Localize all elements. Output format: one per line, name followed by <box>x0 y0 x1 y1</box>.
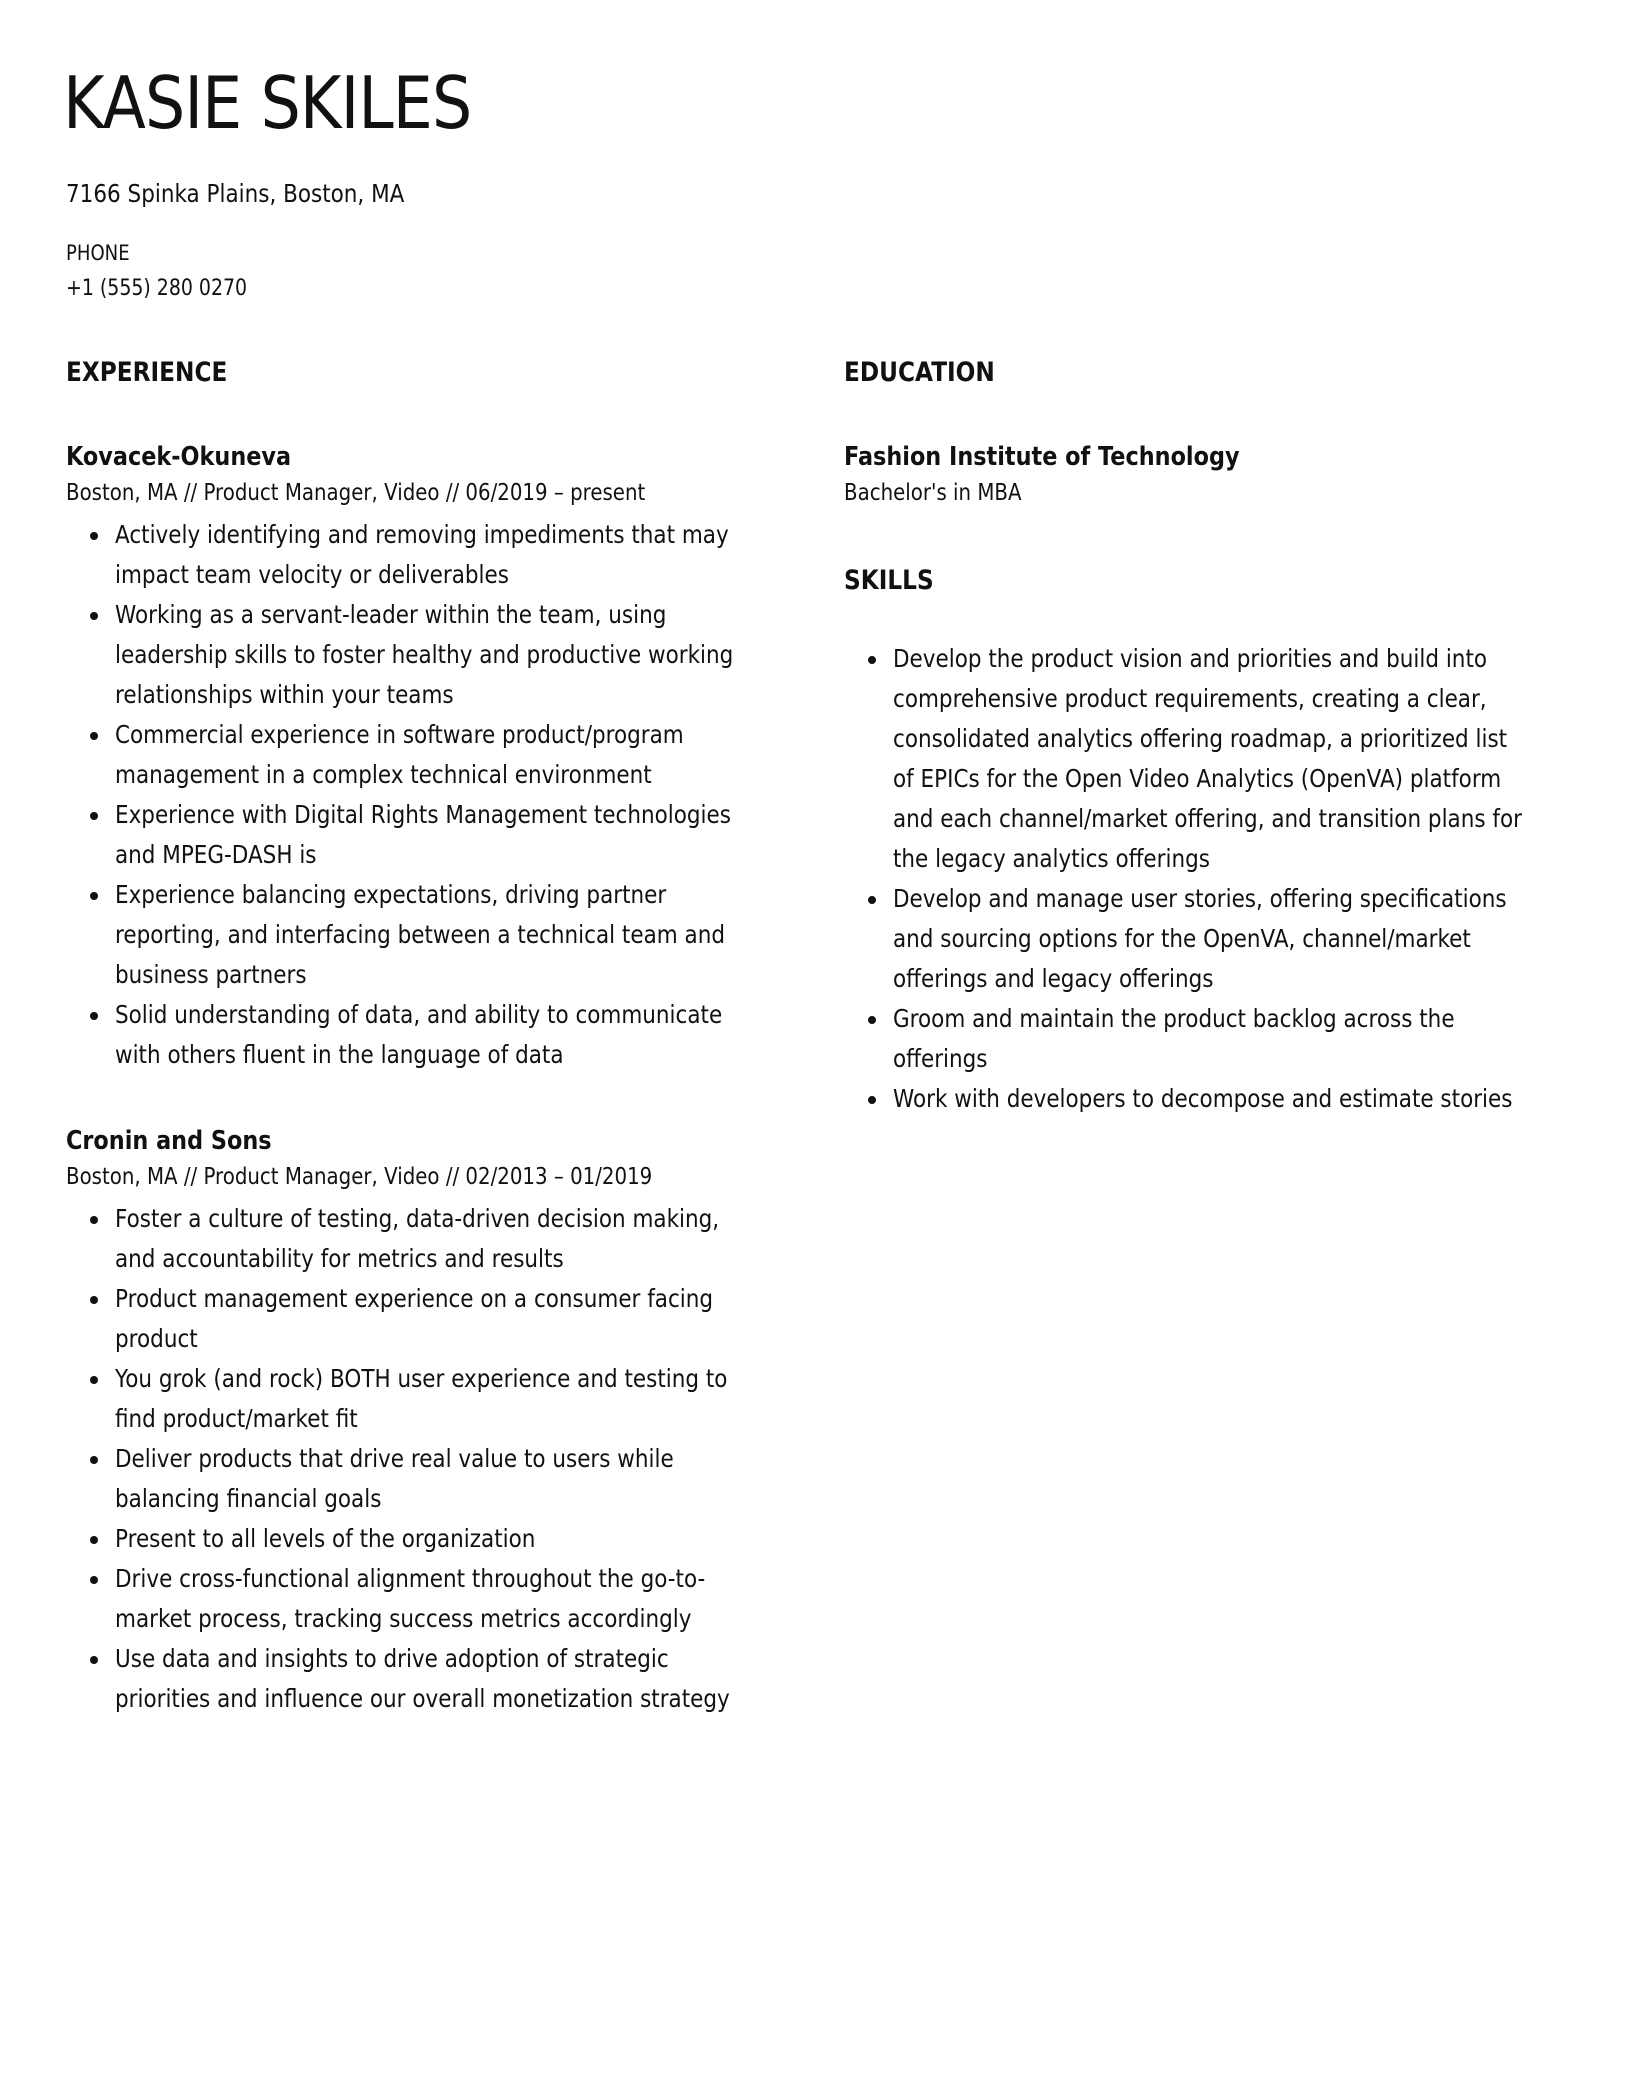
education-heading: EDUCATION <box>844 357 995 388</box>
bullet-item: Actively identifying and removing impediments that may impact team velocity or deliverables <box>66 515 786 595</box>
experience-entry <box>66 1123 786 1719</box>
school-name: Fashion Institute of Technology <box>844 442 1240 472</box>
experience-heading: EXPERIENCE <box>66 357 228 388</box>
job-bullets <box>66 1199 786 1719</box>
company-name: Kovacek-Okuneva <box>66 442 292 472</box>
bullet-item: Commercial experience in software product/program management in a complex technical environment <box>66 715 786 795</box>
bullet-item: Product management experience on a consumer facing product <box>66 1279 786 1359</box>
phone-label: PHONE <box>66 241 130 265</box>
bullet-item: Develop and manage user stories, offering specifications and sourcing options for the OpenVA, channel/market offerings and legacy offerings <box>844 879 1564 999</box>
bullet-item: Experience balancing expectations, driving partner reporting, and interfacing between a technical team and business partners <box>66 875 786 995</box>
phone-number: +1 (555) 280 0270 <box>66 276 248 301</box>
bullet-item: Solid understanding of data, and ability to communicate with others fluent in the language of data <box>66 995 786 1075</box>
skills-heading: SKILLS <box>844 565 934 596</box>
bullet-item: Groom and maintain the product backlog across the offerings <box>844 999 1564 1079</box>
candidate-name: KASIE SKILES <box>63 61 472 145</box>
bullet-item: Experience with Digital Rights Management technologies and MPEG-DASH is <box>66 795 786 875</box>
experience-section <box>66 355 786 1719</box>
skills-bullets <box>844 639 1564 1119</box>
education-section <box>844 355 1564 511</box>
company-name: Cronin and Sons <box>66 1126 272 1156</box>
bullet-item: Deliver products that drive real value to users while balancing financial goals <box>66 1439 786 1519</box>
bullet-item: Drive cross-functional alignment throughout the go-to- market process, tracking success metrics accordingly <box>66 1559 786 1639</box>
right-column <box>844 355 1564 1119</box>
bullet-item: Use data and insights to drive adoption of strategic priorities and influence our overall monetization strategy <box>66 1639 786 1719</box>
experience-entry <box>66 439 786 1075</box>
bullet-item: Present to all levels of the organization <box>66 1519 786 1559</box>
bullet-item: Foster a culture of testing, data-driven decision making, and accountability for metrics and results <box>66 1199 786 1279</box>
job-bullets <box>66 515 786 1075</box>
job-details: Boston, MA // Product Manager, Video // 06/2019 – present <box>66 480 646 506</box>
bullet-item: You grok (and rock) BOTH user experience and testing to find product/market fit <box>66 1359 786 1439</box>
job-details: Boston, MA // Product Manager, Video // 02/2013 – 01/2019 <box>66 1164 653 1190</box>
bullet-item: Working as a servant-leader within the team, using leadership skills to foster healthy and productive working relationships within your teams <box>66 595 786 715</box>
degree: Bachelor's in MBA <box>844 480 1022 506</box>
bullet-item: Work with developers to decompose and estimate stories <box>844 1079 1564 1119</box>
skills-section <box>844 563 1564 1119</box>
address: 7166 Spinka Plains, Boston, MA <box>66 179 405 208</box>
bullet-item: Develop the product vision and priorities and build into comprehensive product requirements, creating a clear, consolidated analytics offering roadmap, a prioritized list of EPICs for the Open Video Analytics (OpenVA) platform and each channel/market offering, and transition plans for the legacy analytics offerings <box>844 639 1564 879</box>
